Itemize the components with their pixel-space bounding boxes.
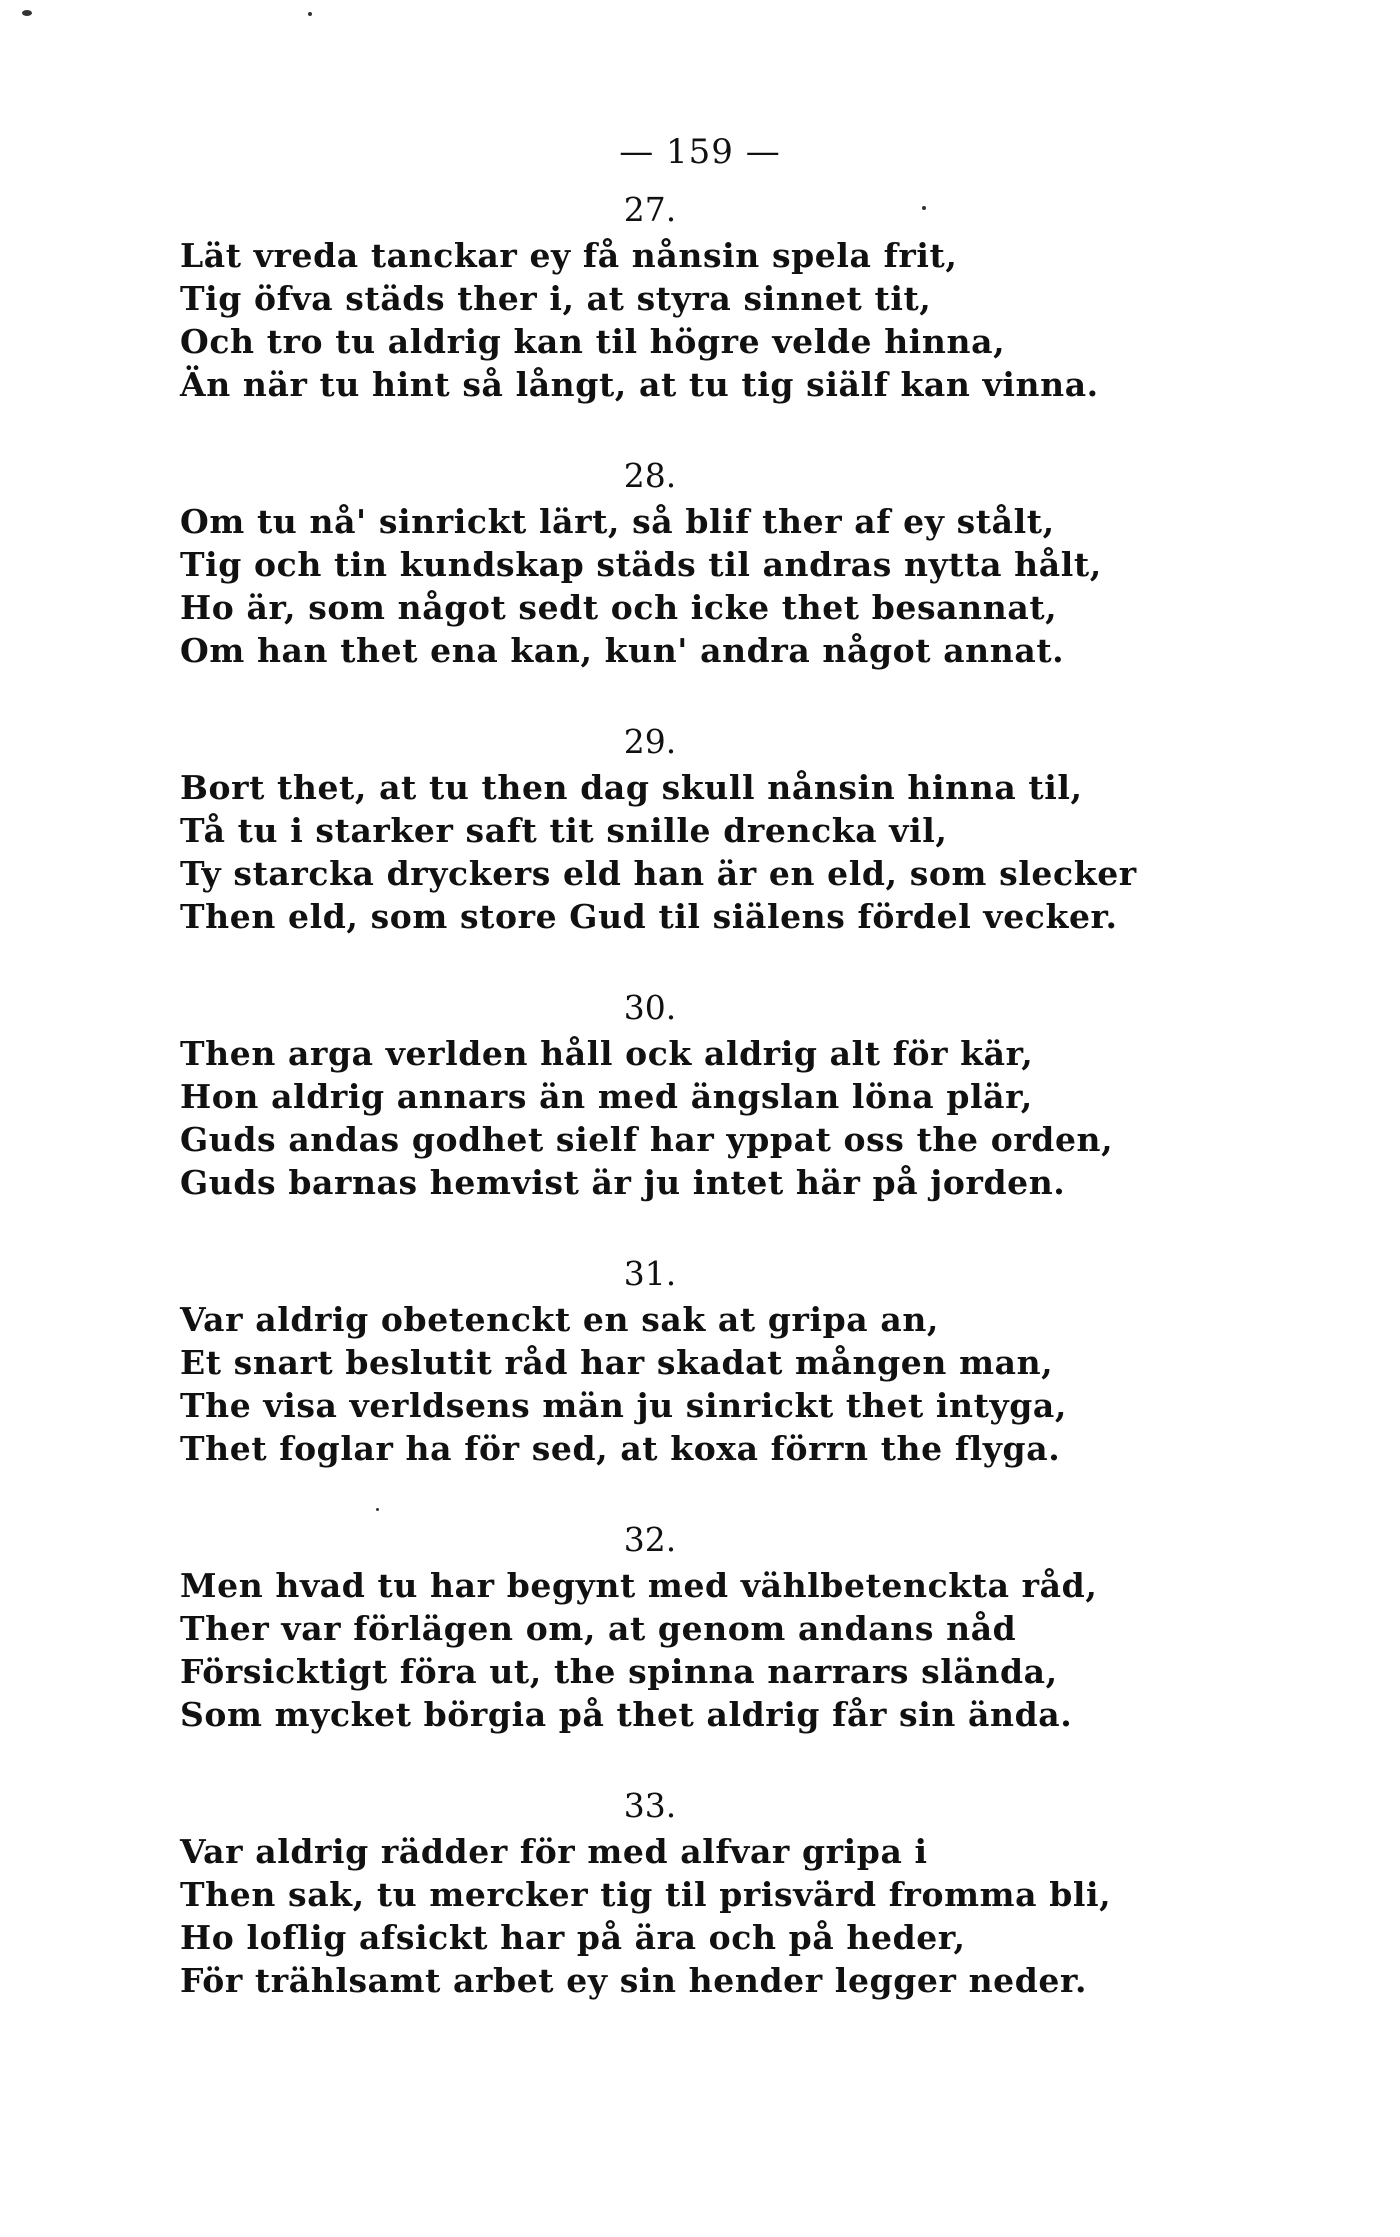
- stanza-lines: [180, 1032, 1300, 1204]
- stanza: [180, 1786, 1300, 2052]
- verse-line: Bort thet, at tu then dag skull nånsin hinna til,: [180, 768, 1083, 807]
- stanza: [180, 456, 1300, 722]
- verse-line: Och tro tu aldrig kan til högre velde hinna,: [180, 322, 1006, 361]
- verse-line: Then arga verlden håll ock aldrig alt för kär,: [180, 1034, 1034, 1073]
- stanza: [180, 190, 1300, 456]
- verse-line: Guds andas godhet sielf har yppat oss the orden,: [180, 1120, 1114, 1159]
- verse-line: Än när tu hint så långt, at tu tig siälf kan vinna.: [180, 365, 1099, 404]
- stanza-lines: [180, 234, 1300, 406]
- verse-line: Then sak, tu mercker tig til prisvärd fromma bli,: [180, 1875, 1112, 1914]
- verse-line: Om tu nå' sinrickt lärt, så blif ther af ey stålt,: [180, 502, 1055, 541]
- print-speck: [308, 12, 312, 16]
- stanza-lines: [180, 1830, 1300, 2002]
- stanza-number: 28.: [623, 456, 677, 495]
- stanza: [180, 988, 1300, 1254]
- stanza-number: 31.: [623, 1254, 677, 1293]
- verse-line: Om han thet ena kan, kun' andra något annat.: [180, 631, 1065, 670]
- verse-line: Et snart beslutit råd har skadat mången man,: [180, 1343, 1054, 1382]
- verse-line: Then eld, som store Gud til siälens fördel vecker.: [180, 897, 1118, 936]
- verse-line: Tig och tin kundskap städs til andras nytta hålt,: [180, 545, 1102, 584]
- verse-line: Ty starcka dryckers eld han är en eld, som slecker: [180, 854, 1137, 893]
- page-number: — 159 —: [619, 132, 781, 172]
- stanza: [180, 722, 1300, 988]
- verse-line: Försicktigt föra ut, the spinna narrars slända,: [180, 1652, 1058, 1691]
- verse-line: Thet foglar ha för sed, at koxa förrn the flyga.: [180, 1429, 1061, 1468]
- verse-line: Tå tu i starker saft tit snille drencka vil,: [180, 811, 948, 850]
- verse-line: Var aldrig obetenckt en sak at gripa an,: [180, 1300, 940, 1339]
- stanza-lines: [180, 766, 1300, 938]
- verse-line: Lät vreda tanckar ey få nånsin spela frit,: [180, 236, 958, 275]
- verse-line: Men hvad tu har begynt med vählbetenckta råd,: [180, 1566, 1098, 1605]
- stanza-number: 29.: [623, 722, 677, 761]
- stanza: [180, 1520, 1300, 1786]
- stanza-number: 30.: [623, 988, 677, 1027]
- stanza-lines: [180, 1298, 1300, 1470]
- verse-line: Hon aldrig annars än med ängslan löna plär,: [180, 1077, 1033, 1116]
- verse-line: Guds barnas hemvist är ju intet här på jorden.: [180, 1163, 1066, 1202]
- verse-line: För trählsamt arbet ey sin hender legger neder.: [180, 1961, 1088, 2000]
- verse-line: Var aldrig rädder för med alfvar gripa i: [180, 1832, 928, 1871]
- print-speck: [22, 10, 32, 16]
- verse-line: Ho är, som något sedt och icke thet besannat,: [180, 588, 1058, 627]
- verse-line: Tig öfva städs ther i, at styra sinnet tit,: [180, 279, 932, 318]
- poem: [180, 190, 1300, 2052]
- stanza-number: 32.: [623, 1520, 677, 1559]
- stanza-number: 33.: [623, 1786, 677, 1825]
- verse-line: Ho loflig afsickt har på ära och på heder,: [180, 1918, 966, 1957]
- stanza-lines: [180, 1564, 1300, 1736]
- verse-line: Ther var förlägen om, at genom andans nåd: [180, 1609, 1017, 1648]
- stanza-number: 27.: [623, 190, 677, 229]
- stanza-lines: [180, 500, 1300, 672]
- stanza: [180, 1254, 1300, 1520]
- verse-line: Som mycket börgia på thet aldrig får sin ända.: [180, 1695, 1073, 1734]
- verse-line: The visa verldsens män ju sinrickt thet intyga,: [180, 1386, 1067, 1425]
